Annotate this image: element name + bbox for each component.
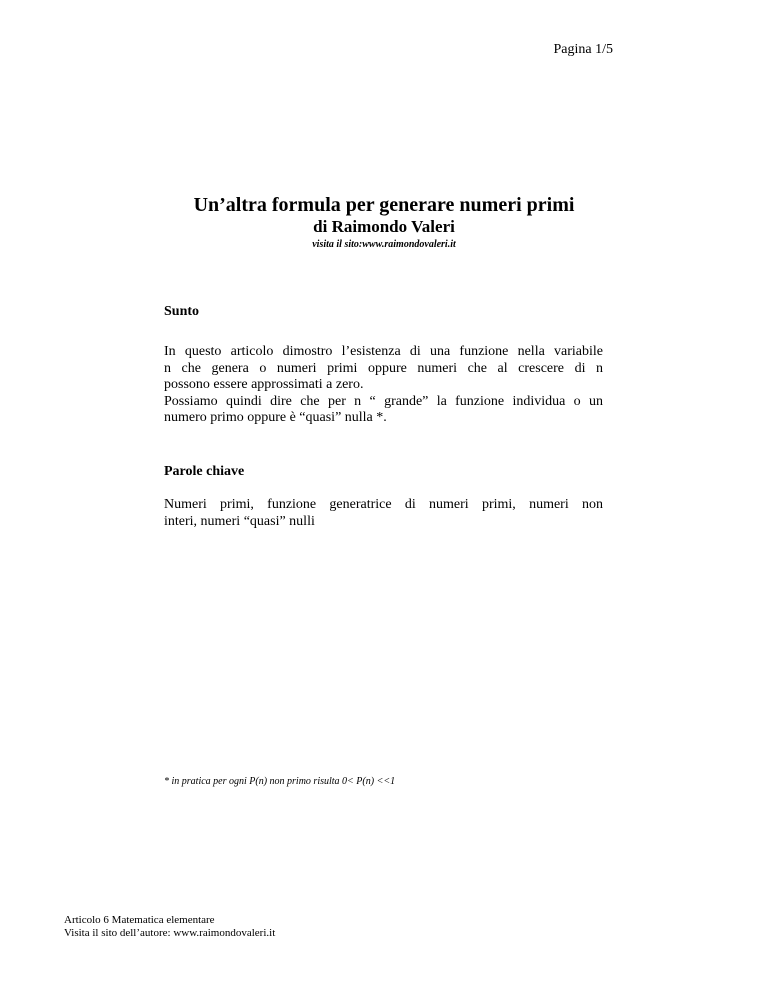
abstract-line: n che genera o numeri primi oppure numeri che al crescere di n (164, 360, 603, 376)
abstract-line: numero primo oppure è “quasi” nulla *. (164, 410, 387, 425)
abstract-heading: Sunto (164, 304, 200, 319)
document-title: Un’altra formula per generare numeri primi (193, 194, 575, 216)
abstract-line: Possiamo quindi dire che per n “ grande” la funzione individua o un (164, 393, 603, 409)
keywords-line: interi, numeri “quasi” nulli (164, 513, 315, 529)
abstract-paragraph (164, 344, 603, 427)
keywords-line: Numeri primi, funzione generatrice di numeri primi, numeri non (164, 497, 603, 512)
footer-line: Visita il sito dell’autore: www.raimondovaleri.it (64, 927, 276, 939)
website-line: visita il sito:www.raimondovaleri.it (312, 239, 456, 250)
page-number: Pagina 1/5 (553, 42, 613, 57)
footnote: * in pratica per ogni P(n) non primo risulta 0< P(n) <<1 (164, 776, 396, 787)
page-footer (64, 914, 275, 940)
footer-line: Articolo 6 Matematica elementare (64, 914, 215, 926)
keywords-heading: Parole chiave (164, 464, 245, 479)
keywords-paragraph (164, 497, 603, 530)
author-line: di Raimondo Valeri (313, 217, 455, 236)
abstract-line: In questo articolo dimostro l’esistenza di una funzione nella variabile (164, 344, 603, 359)
abstract-line: possono essere approssimati a zero. (164, 377, 364, 392)
